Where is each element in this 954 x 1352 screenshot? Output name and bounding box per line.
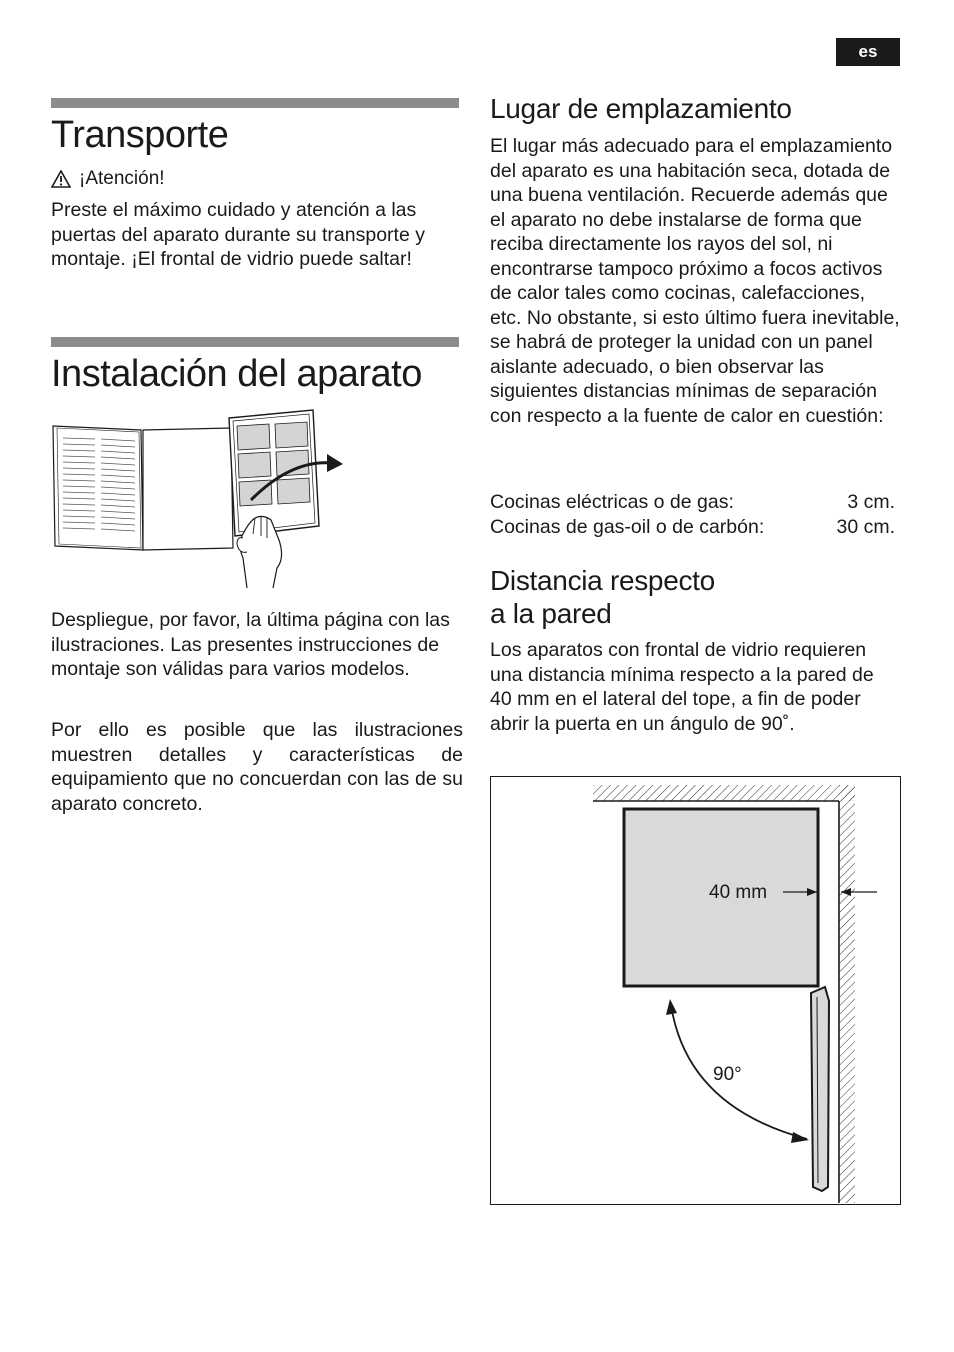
distance-label: 40 mm [709,882,768,903]
distance-value: 30 cm. [836,515,895,538]
distance-row [490,515,895,540]
section-rule-transporte [51,98,459,108]
book-unfold-illustration [51,408,351,593]
warning-label [51,168,165,190]
heading-instalacion: Instalación del aparato [51,353,422,395]
language-tab: es [836,38,900,66]
distance-label: Cocinas eléctricas o de gas: [490,491,734,513]
lugar-text: El lugar más adecuado para el emplazamiento del aparato es una habitación seca, dotada de una buena ventilación. Recuerde además que el aparato no debe instalarse de forma que reciba directamente los rayos del sol, ni encontrarse tampoco próximo a focos activos de calor tales como cocinas, calefacciones, etc. No obstante, si esto último fuera inevitable, se habrá de proteger la unidad con un panel aislante adecuado, o bien observar las siguientes distancias mínimas de separación con respecto a la fuente de calor en cuestión: [490,135,900,427]
distance-table [490,490,895,539]
distance-row [490,490,895,515]
warning-text: ¡Atención! [79,168,165,189]
transporte-text: Preste el máximo cuidado y atención a las puertas del aparato durante su transporte y montaje. ¡El frontal de vidrio puede saltar! [51,199,425,270]
heading-distancia-line1: Distancia respecto [490,565,715,596]
clearance-drawing [491,777,899,1203]
section-rule-instalacion [51,337,459,347]
warning-triangle-icon [51,170,71,188]
distancia-text: Los aparatos con frontal de vidrio requieren una distancia mínima respecto a la pared de 40 mm en el lateral del tope, a fin de poder abrir la puerta en un ángulo de 90˚. [490,639,874,735]
heading-transporte: Transporte [51,114,229,156]
heading-distancia [490,564,715,630]
door-clearance-diagram [490,776,901,1205]
heading-distancia-line2: a la pared [490,598,612,629]
angle-label: 90° [713,1064,742,1085]
instalacion-para-2: Por ello es posible que las ilustraciones muestren detalles y características de equipamiento que no concuerdan con las de su aparato concreto. [51,719,463,815]
instalacion-para-1: Despliegue, por favor, la última página con las ilustraciones. Las presentes instrucciones de montaje son válidas para varios modelos. [51,609,450,680]
distance-value: 3 cm. [847,491,895,513]
heading-lugar: Lugar de emplazamiento [490,93,792,124]
distance-label: Cocinas de gas-oil o de carbón: [490,515,765,538]
